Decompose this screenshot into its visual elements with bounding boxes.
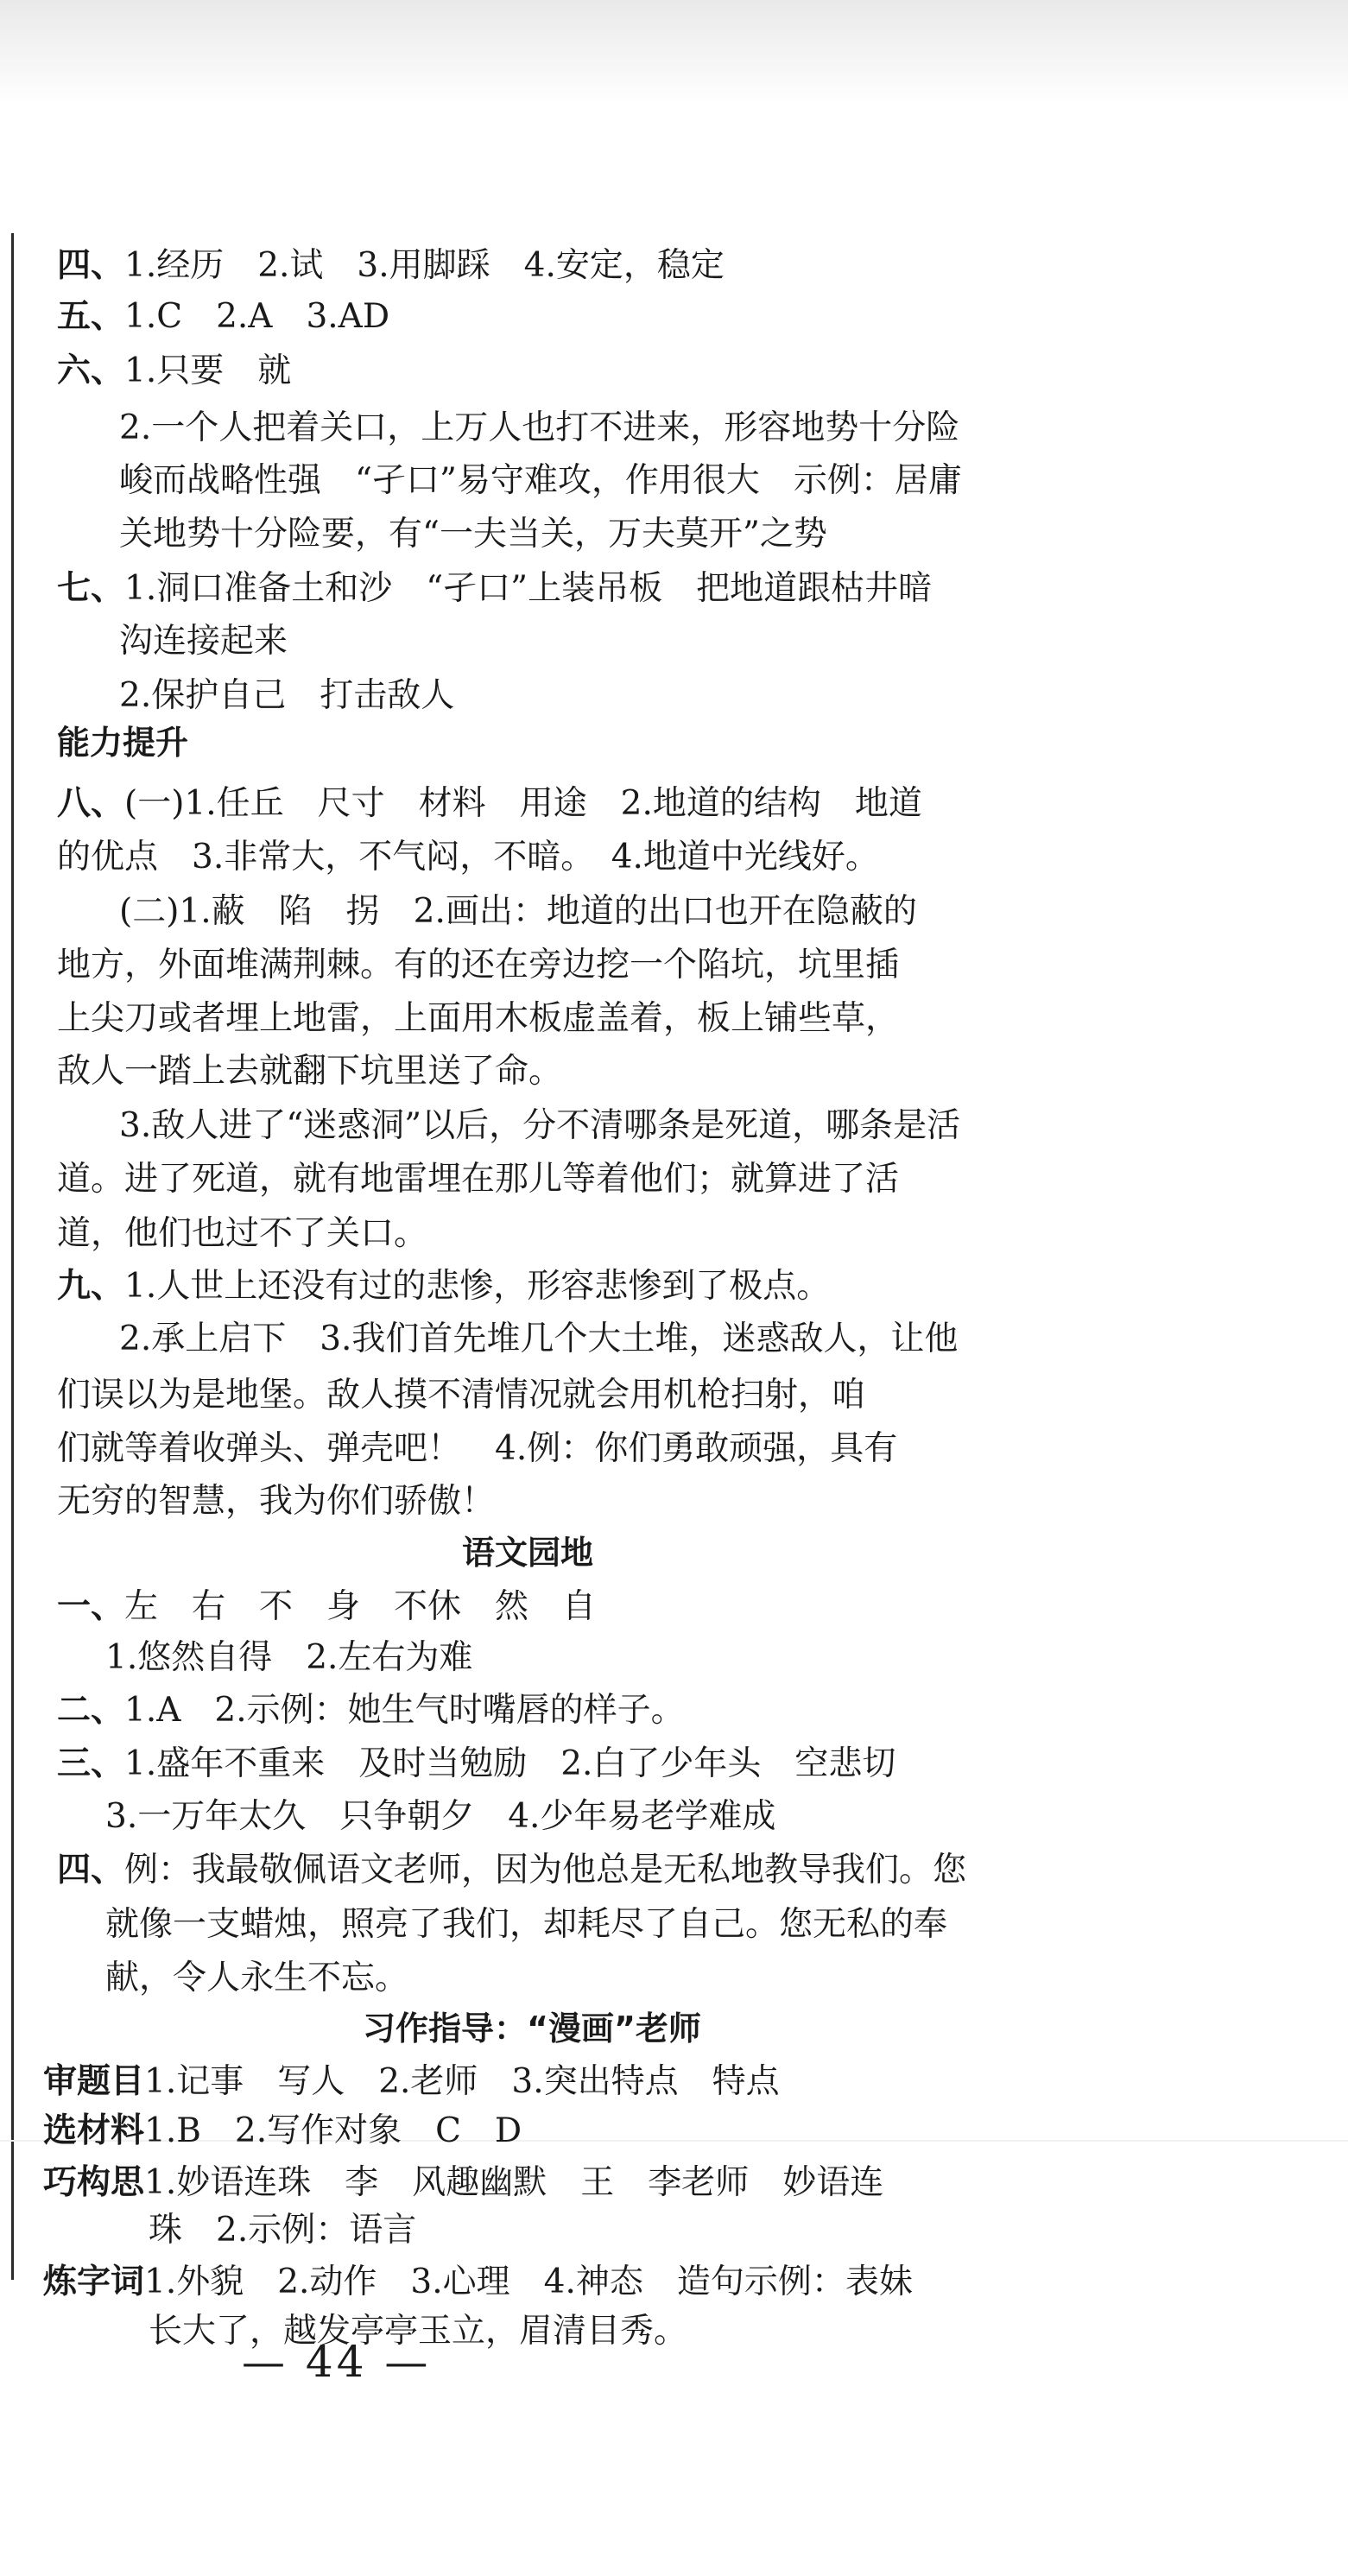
answer-text: 1.B 2.写作对象 C D	[144, 2111, 522, 2150]
answer-line-w4a	[43, 2260, 913, 2305]
answer-line-s8-3b: 道。进了死道，就有地雷埋在那儿等着他们；就算进了活	[57, 1160, 900, 1199]
answer-text: (一)1.任丘 尺寸 材料 用途 2.地道的结构 地道	[124, 784, 922, 823]
section-label: 审题目	[43, 2062, 145, 2101]
section-label: 巧构思	[43, 2163, 145, 2202]
answer-line-g4c: 献，令人永生不忘。	[105, 1959, 409, 1997]
answer-text: 例：我最敬佩语文老师，因为他总是无私地教导我们。您	[124, 1851, 967, 1889]
writing-heading: 习作指导：“漫画”老师	[363, 2010, 701, 2048]
answer-line-s9-2c: 们就等着收弹头、弹壳吧！ 4.例：你们勇敢顽强，具有	[57, 1429, 898, 1468]
answer-line-w4b: 长大了，越发亭亭玉立，眉清目秀。	[149, 2312, 688, 2351]
answer-line-s7-1a	[57, 566, 932, 611]
answer-line-s9-2a: 2.承上启下 3.我们首先堆几个大土堆，迷惑敌人，让他	[119, 1320, 959, 1358]
answer-line-s7-1b: 沟连接起来	[119, 622, 288, 661]
answer-text: 1.A 2.示例：她生气时嘴唇的样子。	[124, 1691, 685, 1730]
answer-line-s8-2d: 敌人一踏上去就翻下坑里送了命。	[57, 1052, 563, 1091]
section-label: 一、	[57, 1587, 125, 1626]
left-margin-rule	[11, 233, 14, 2280]
answer-line-s8-2b: 地方，外面堆满荆棘。有的还在旁边挖一个陷坑，坑里插	[57, 946, 900, 984]
answer-line-w3a	[43, 2161, 883, 2206]
answer-line-s8-2a: (二)1.蔽 陷 拐 2.画出：地道的出口也开在隐蔽的	[119, 892, 917, 931]
section-label: 四、	[57, 1851, 125, 1889]
ability-heading: 能力提升	[57, 724, 189, 762]
answer-line-w1	[43, 2060, 780, 2104]
answer-text: 1.C 2.A 3.AD	[124, 297, 390, 336]
section-label: 二、	[57, 1691, 125, 1730]
section-label: 六、	[57, 351, 125, 390]
section-label: 五、	[57, 297, 125, 336]
answer-line-g3a	[57, 1742, 896, 1787]
answer-line-s8-1b: 的优点 3.非常大，不气闷，不暗。 4.地道中光线好。	[57, 838, 879, 877]
answer-text: 1.只要 就	[124, 351, 292, 390]
answer-line-g3b: 3.一万年太久 只争朝夕 4.少年易老学难成	[105, 1797, 776, 1836]
answer-text: 1.妙语连珠 李 风趣幽默 王 李老师 妙语连	[144, 2163, 884, 2202]
garden-heading: 语文园地	[462, 1534, 594, 1572]
section-label: 三、	[57, 1744, 125, 1783]
answer-line-g1b: 1.悠然自得 2.左右为难	[105, 1638, 473, 1677]
section-label: 炼字词	[43, 2263, 145, 2301]
answer-line-g4a	[57, 1848, 966, 1893]
answer-line-g1a	[57, 1585, 596, 1630]
answer-line-s9-2b: 们误以为是地堡。敌人摸不清情况就会用机枪扫射，咱	[57, 1376, 866, 1415]
answer-line-s6-2b: 峻而战略性强 “孑口”易守难攻，作用很大 示例：居庸	[119, 461, 962, 500]
answer-text: 1.外貌 2.动作 3.心理 4.神态 造句示例：表妹	[144, 2263, 913, 2301]
answer-line-s9-2d: 无穷的智慧，我为你们骄傲！	[57, 1482, 496, 1521]
answer-line-s8-3a: 3.敌人进了“迷惑洞”以后，分不清哪条是死道，哪条是活	[119, 1106, 961, 1145]
section-label: 九、	[57, 1267, 125, 1306]
answer-line-s8-2c: 上尖刀或者埋上地雷，上面用木板虚盖着，板上铺些草，	[57, 999, 900, 1038]
answer-line-s6-1	[57, 349, 291, 394]
answer-line-s6-2a: 2.一个人把着关口，上万人也打不进来，形容地势十分险	[119, 408, 960, 447]
answer-text: 1.盛年不重来 及时当勉励 2.白了少年头 空悲切	[124, 1744, 896, 1783]
answer-line-g2	[57, 1688, 685, 1733]
section-label: 四、	[57, 246, 125, 285]
answer-line-s4	[57, 244, 725, 288]
answer-text: 1.洞口准备土和沙 “孑口”上装吊板 把地道跟枯井暗	[124, 569, 933, 608]
answer-text: 左 右 不 身 不休 然 自	[124, 1587, 597, 1626]
scan-top-shade	[0, 0, 1348, 104]
answer-text: 1.人世上还没有过的悲惨，形容悲惨到了极点。	[124, 1267, 831, 1306]
section-label: 选材料	[43, 2111, 145, 2150]
answer-line-w2	[43, 2109, 522, 2154]
answer-line-s6-2c: 关地势十分险要，有“一夫当关，万夫莫开”之势	[119, 515, 827, 554]
section-label: 七、	[57, 569, 125, 608]
section-label: 八、	[57, 784, 125, 823]
answer-text: 1.经历 2.试 3.用脚踩 4.安定，稳定	[124, 246, 725, 285]
answer-line-w3b: 珠 2.示例：语言	[149, 2211, 417, 2250]
answer-line-s7-2: 2.保护自己 打击敌人	[119, 676, 455, 715]
answer-line-s5	[57, 294, 389, 339]
answer-line-g4b: 就像一支蜡烛，照亮了我们，却耗尽了自己。您无私的奉	[105, 1905, 948, 1944]
page-number: — 44 —	[242, 2337, 432, 2387]
answer-line-s8-3c: 道，他们也过不了关口。	[57, 1214, 428, 1253]
answer-line-s9-1	[57, 1264, 830, 1309]
answer-text: 1.记事 写人 2.老师 3.突出特点 特点	[144, 2062, 780, 2101]
answer-line-s8-1a	[57, 782, 922, 826]
